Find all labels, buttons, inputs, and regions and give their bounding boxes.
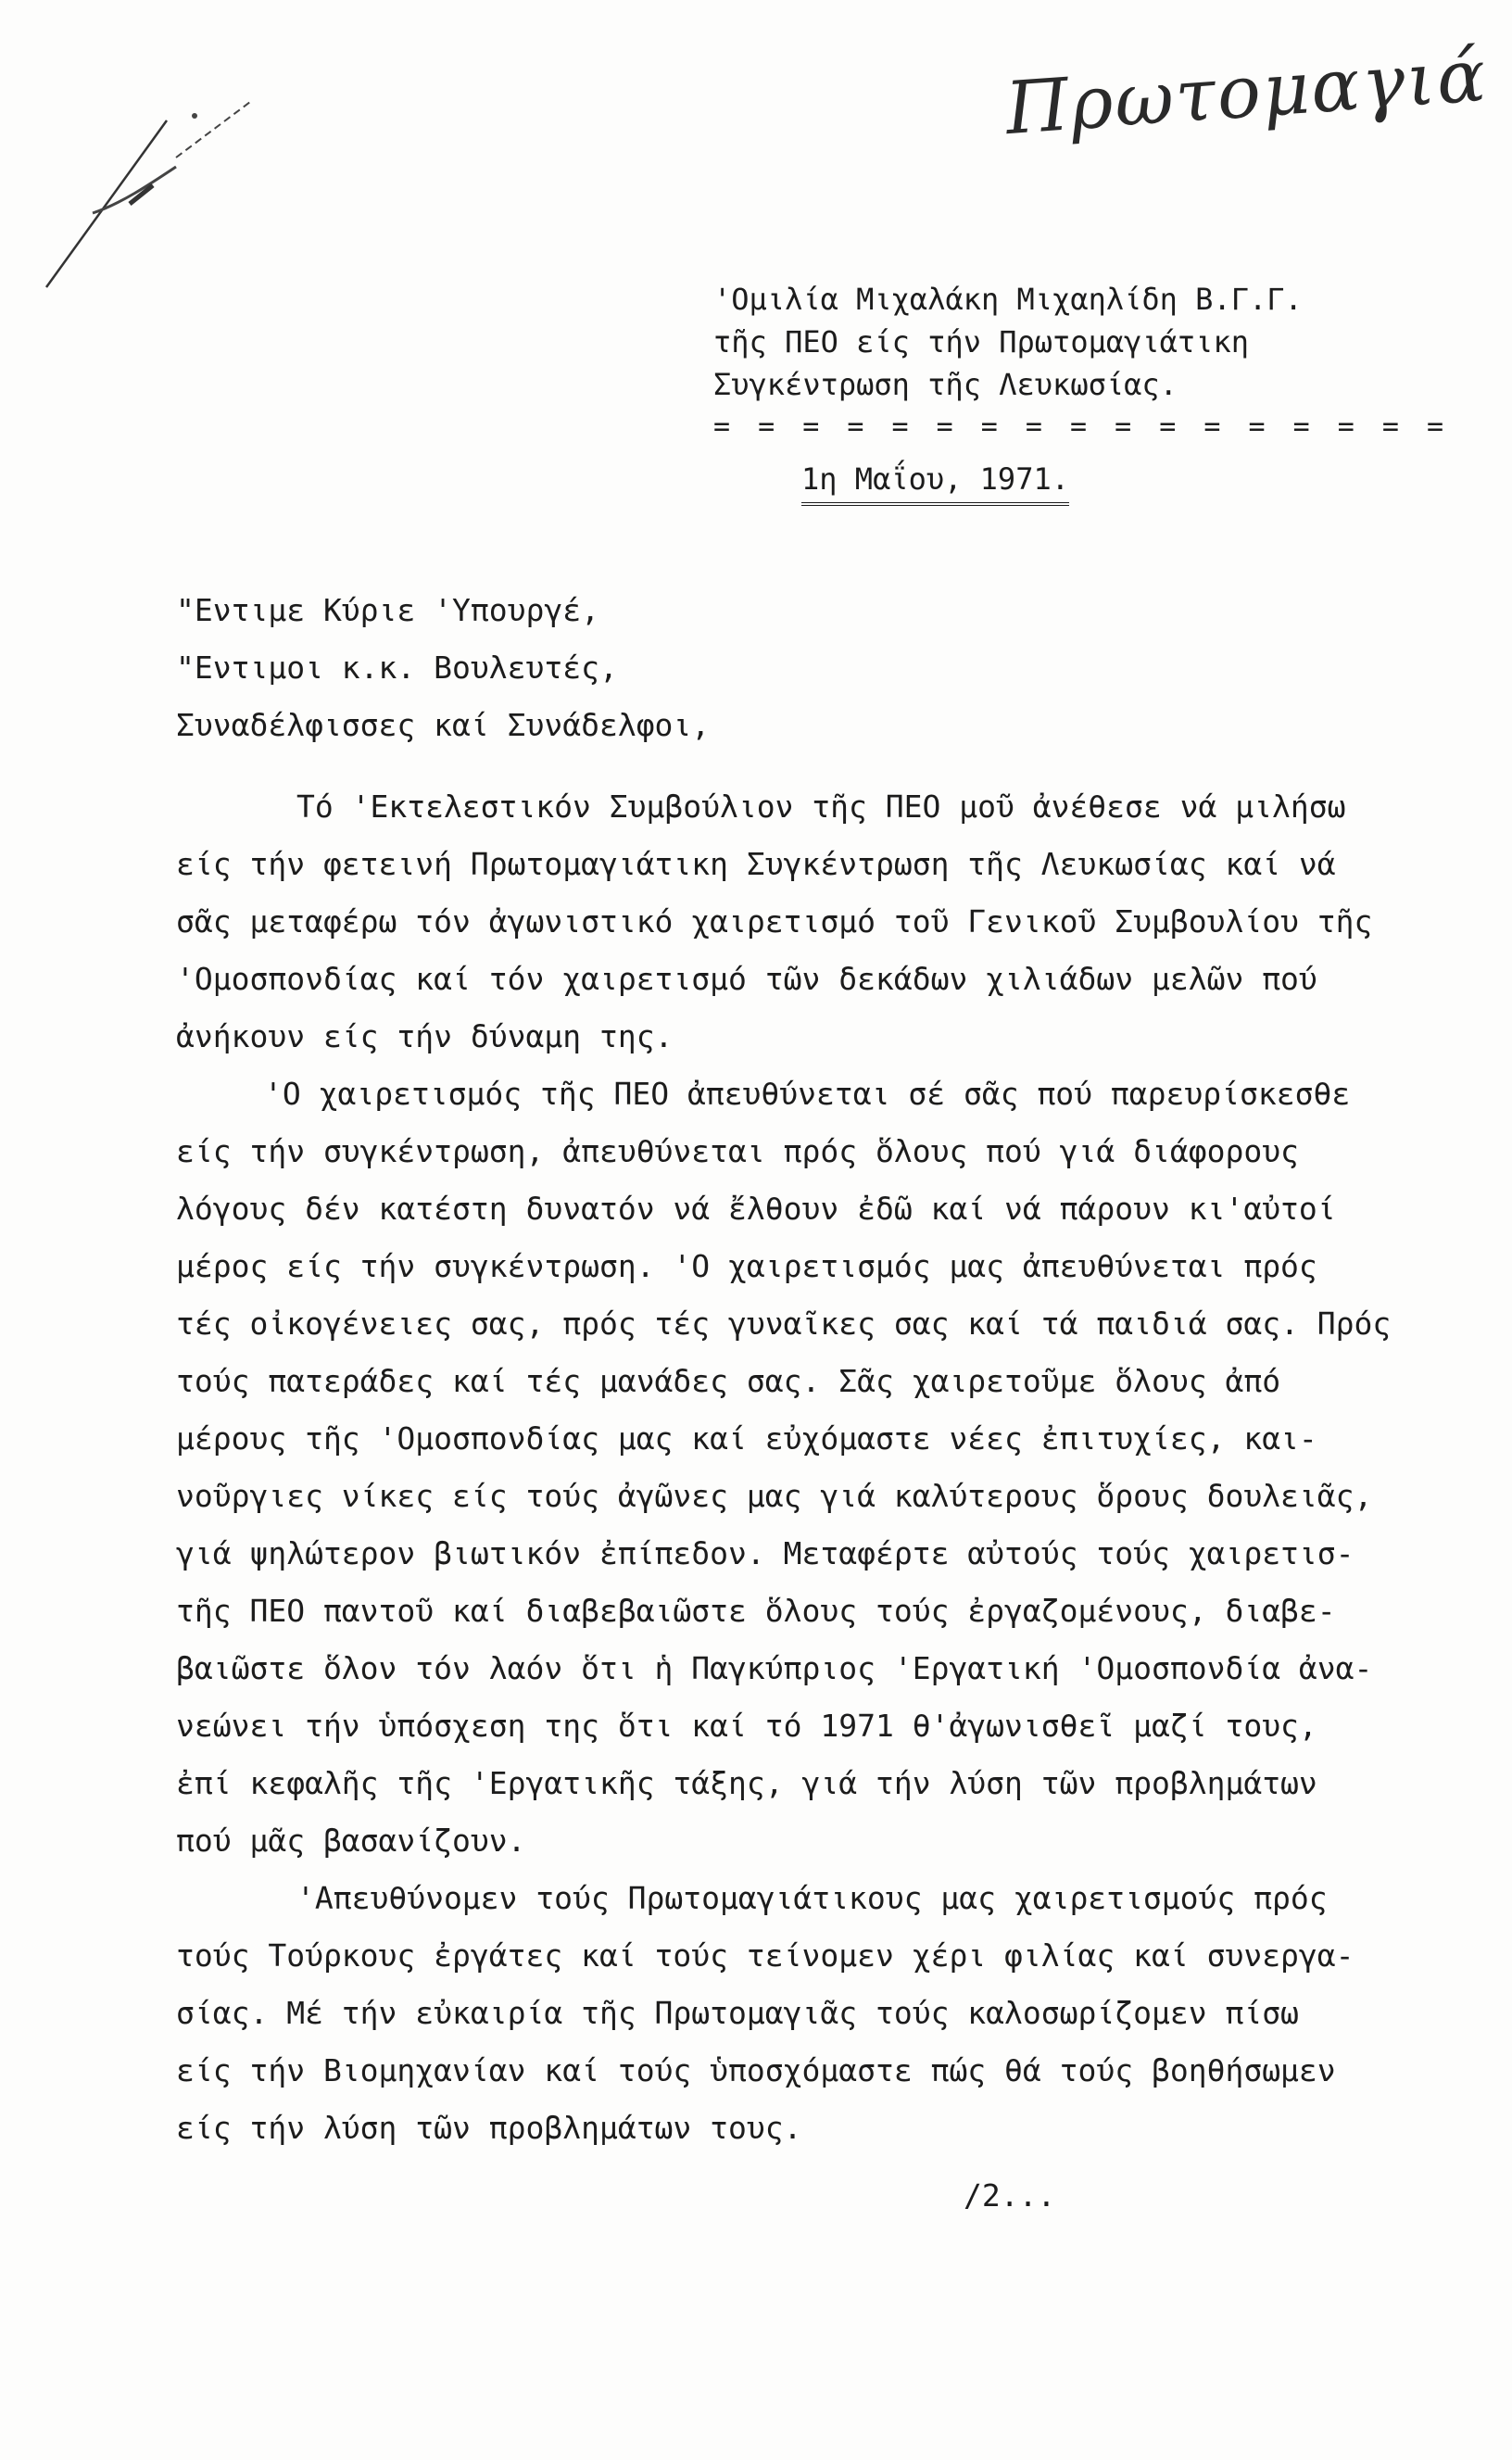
header-line-1: 'Ομιλία Μιχαλάκη Μιχαηλίδη Β.Γ.Γ. <box>713 282 1303 317</box>
text-line: 'Ο χαιρετισμός τῆς ΠΕΟ ἀπευθύνεται σέ σᾶς πού παρευρίσκεσθε <box>264 1076 1351 1112</box>
speech-date: 1η Μαΐου, 1971. <box>801 461 1069 506</box>
paragraph-1 <box>176 778 1408 1066</box>
page-continuation-number: /2... <box>964 2177 1056 2214</box>
salutation-line: "Εντιμε Κύριε 'Υπουργέ, <box>176 592 599 628</box>
header-underline: = = = = = = = = = = = = = = = = = <box>713 410 1450 443</box>
text-line: 'Απευθύνομεν τούς Πρωτομαγιάτικους μας χαιρετισμούς πρός <box>296 1880 1328 1916</box>
handwritten-note: Πρωτομαγιά <box>1002 33 1491 152</box>
text-line: είς τήν λύση τῶν προβλημάτων τους. <box>176 2110 802 2146</box>
salutation <box>176 582 710 754</box>
pen-stroke-mark <box>37 65 278 296</box>
text-line: ἀνήκουν είς τήν δύναμη της. <box>176 1018 674 1054</box>
text-line: είς τήν συγκέντρωση, ἀπευθύνεται πρός ὅλους πού γιά διάφορους <box>176 1133 1299 1169</box>
text-line: είς τήν Βιομηχανίαν καί τούς ὑποσχόμαστε πώς θά τούς βοηθήσωμεν <box>176 2052 1336 2088</box>
text-line: τούς Τούρκους ἐργάτες καί τούς τείνομεν χέρι φιλίας καί συνεργα- <box>176 1937 1354 1974</box>
paragraph-2 <box>176 1066 1408 1870</box>
text-line: 'Ομοσπονδίας καί τόν χαιρετισμό τῶν δεκάδων χιλιάδων μελῶν πού <box>176 961 1317 997</box>
text-line: πού μᾶς βασανίζουν. <box>176 1823 526 1859</box>
text-line: ἐπί κεφαλῆς τῆς 'Εργατικῆς τάξης, γιά τήν λύση τῶν προβλημάτων <box>176 1765 1317 1801</box>
speech-header <box>713 278 1449 448</box>
text-line: μέρος είς τήν συγκέντρωση. 'Ο χαιρετισμός μας ἀπευθύνεται πρός <box>176 1248 1317 1284</box>
text-line: μέρους τῆς 'Ομοσπονδίας μας καί εὐχόμαστε νέες ἐπιτυχίες, και- <box>176 1420 1317 1457</box>
text-line: γιά ψηλώτερον βιωτικόν ἐπίπεδον. Μεταφέρτε αὐτούς τούς χαιρετισ- <box>176 1535 1354 1571</box>
salutation-line: "Εντιμοι κ.κ. Βουλευτές, <box>176 650 618 686</box>
text-line: τῆς ΠΕΟ παντοῦ καί διαβεβαιῶστε ὅλους τούς ἐργαζομένους, διαβε- <box>176 1593 1336 1629</box>
text-line: βαιῶστε ὅλον τόν λαόν ὅτι ἡ Παγκύπριος 'Εργατική 'Ομοσπονδία ἀνα- <box>176 1650 1373 1686</box>
speech-body <box>176 778 1408 2157</box>
header-line-3: Συγκέντρωση τῆς Λευκωσίας. <box>713 367 1178 402</box>
text-line: σίας. Μέ τήν εὐκαιρία τῆς Πρωτομαγιᾶς τούς καλοσωρίζομεν πίσω <box>176 1995 1299 2031</box>
text-line: είς τήν φετεινή Πρωτομαγιάτικη Συγκέντρωση τῆς Λευκωσίας καί νά <box>176 846 1336 882</box>
text-line: νοῦργιες νίκες είς τούς ἀγῶνες μας γιά καλύτερους ὅρους δουλειᾶς, <box>176 1478 1373 1514</box>
text-line: Τό 'Εκτελεστικόν Συμβούλιον τῆς ΠΕΟ μοῦ ἀνέθεσε νά μιλήσω <box>296 788 1346 825</box>
salutation-line: Συναδέλφισσες καί Συνάδελφοι, <box>176 707 711 743</box>
text-line: τές οἰκογένειες σας, πρός τές γυναῖκες σας καί τά παιδιά σας. Πρός <box>176 1306 1392 1342</box>
text-line: νεώνει τήν ὑπόσχεση της ὅτι καί τό 1971 θ'ἀγωνισθεῖ μαζί τους, <box>176 1708 1317 1744</box>
paragraph-3 <box>176 1870 1408 2157</box>
text-line: τούς πατεράδες καί τές μανάδες σας. Σᾶς χαιρετοῦμε ὅλους ἀπό <box>176 1363 1281 1399</box>
text-line: σᾶς μεταφέρω τόν ἀγωνιστικό χαιρετισμό τοῦ Γενικοῦ Συμβουλίου τῆς <box>176 903 1373 940</box>
header-line-2: τῆς ΠΕΟ είς τήν Πρωτομαγιάτικη <box>713 324 1249 360</box>
text-line: λόγους δέν κατέστη δυνατόν νά ἔλθουν ἐδῶ καί νά πάρουν κι'αὐτοί <box>176 1191 1336 1227</box>
